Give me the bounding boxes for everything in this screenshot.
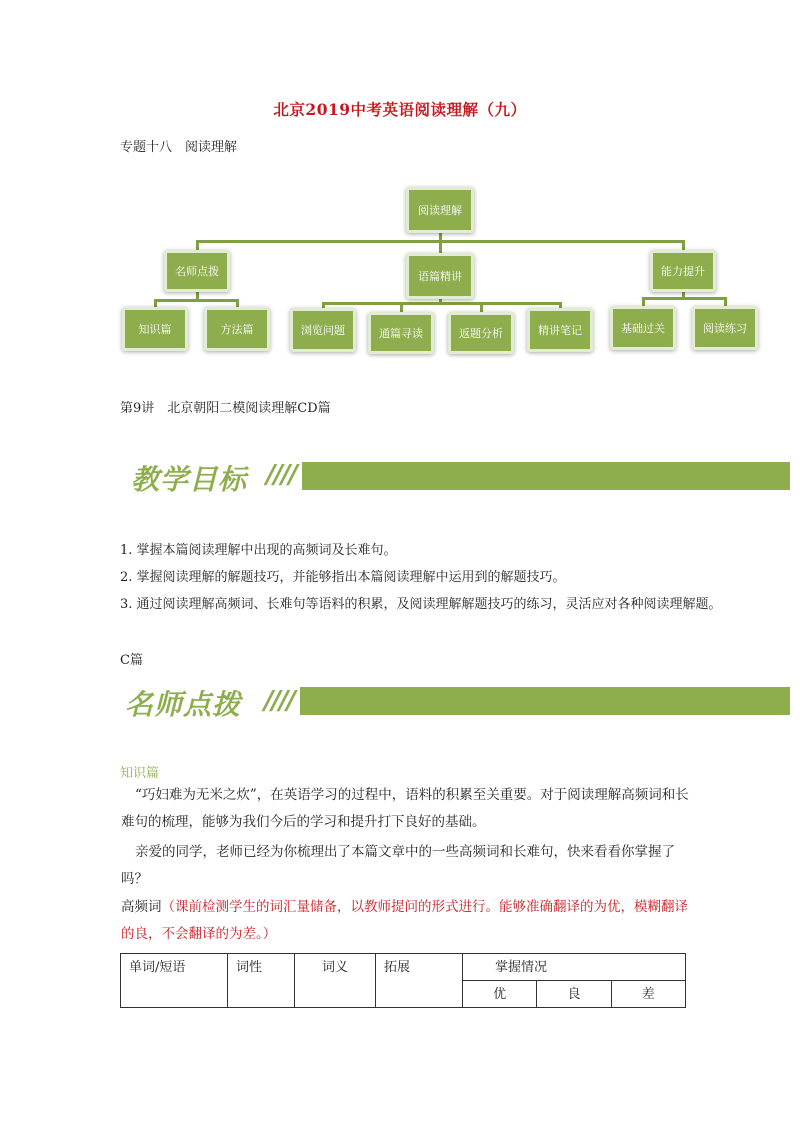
banner-bar bbox=[300, 687, 790, 715]
knowledge-paragraph: 亲爱的同学，老师已经为你梳理出了本篇文章中的一些高频词和长难句，快来看看你掌握了吗？ bbox=[121, 844, 675, 887]
high-frequency-paragraph bbox=[121, 894, 691, 948]
table-header: 掌握情况 bbox=[463, 954, 686, 981]
table-subheader: 优 bbox=[463, 981, 537, 1008]
tree-branch-node: 语篇精讲 bbox=[406, 253, 474, 299]
tree-leaf-node: 方法篇 bbox=[204, 307, 270, 351]
tree-leaf-node: 通篇寻读 bbox=[368, 312, 434, 354]
tree-leaf-node: 基础过关 bbox=[610, 306, 676, 350]
table-subheader: 良 bbox=[537, 981, 611, 1008]
tree-branch-node: 能力提升 bbox=[650, 250, 716, 292]
banner-title: 名师点拨 bbox=[125, 688, 242, 721]
table-header: 词性 bbox=[228, 954, 295, 1008]
banner-bar bbox=[302, 462, 790, 490]
table-header: 单词/短语 bbox=[121, 954, 228, 1008]
knowledge-label: 知识篇 bbox=[120, 766, 160, 781]
table-header: 词义 bbox=[295, 954, 376, 1008]
topic-line: 专题十八 阅读理解 bbox=[120, 140, 238, 155]
objective-item: 3. 通过阅读理解高频词、长难句等语料的积累，及阅读理解解题技巧的练习，灵活应对各种阅读理解题。 bbox=[120, 597, 722, 612]
document-title: 北京2019中考英语阅读理解（九） bbox=[273, 100, 527, 119]
tree-leaf-node: 浏览问题 bbox=[290, 308, 356, 352]
banner-slashes: //// bbox=[264, 686, 294, 716]
section-c-heading: C篇 bbox=[120, 653, 143, 668]
table-subheader: 差 bbox=[611, 981, 685, 1008]
knowledge-paragraph: “巧妇难为无米之炊”，在英语学习的过程中，语料的积累至关重要。对于阅读理解高频词和长难句的梳理，能够为我们今后的学习和提升打下良好的基础。 bbox=[121, 787, 689, 830]
tree-leaf-node: 知识篇 bbox=[122, 307, 188, 351]
banner-slashes: //// bbox=[266, 460, 296, 490]
tree-leaf-node: 返题分析 bbox=[448, 312, 514, 354]
tree-leaf-node: 精讲笔记 bbox=[527, 308, 593, 352]
objective-item: 2. 掌握阅读理解的解题技巧，并能够指出本篇阅读理解中运用到的解题技巧。 bbox=[120, 570, 566, 585]
objective-item: 1. 掌握本篇阅读理解中出现的高频词及长难句。 bbox=[120, 543, 397, 558]
high-frequency-label: 高频词 bbox=[121, 899, 162, 915]
vocab-table bbox=[120, 953, 686, 1008]
table-header: 拓展 bbox=[376, 954, 463, 1008]
lecture-line: 第9讲 北京朝阳二模阅读理解CD篇 bbox=[120, 401, 331, 416]
tree-root-node: 阅读理解 bbox=[406, 187, 474, 233]
banner-title: 教学目标 bbox=[131, 463, 248, 496]
tree-branch-node: 名师点拨 bbox=[164, 250, 230, 292]
tree-leaf-node: 阅读练习 bbox=[692, 306, 758, 350]
high-frequency-note: （课前检测学生的词汇量储备，以教师提问的形式进行。能够准确翻译的为优，模糊翻译的良，不会翻译的为差。） bbox=[121, 899, 688, 942]
